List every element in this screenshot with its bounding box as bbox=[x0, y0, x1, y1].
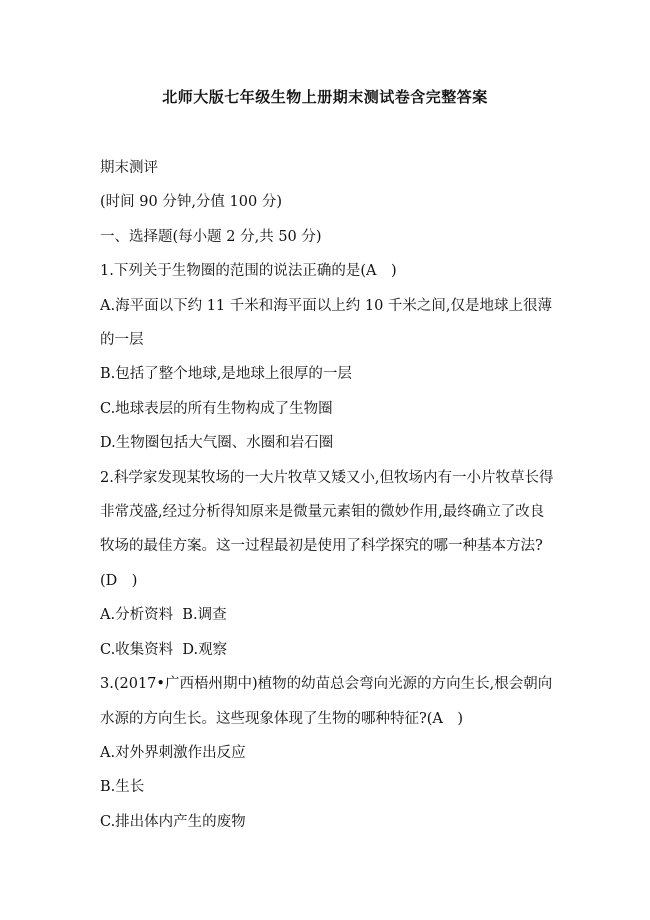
exam-info: (时间 90 分钟,分值 100 分) bbox=[100, 194, 282, 211]
question-option: B.生长 bbox=[100, 779, 145, 796]
question-option: C.排出体内产生的废物 bbox=[100, 813, 246, 830]
question-option: C.收集资料 D.观察 bbox=[100, 641, 228, 658]
question-2 bbox=[100, 461, 555, 667]
question-1 bbox=[100, 254, 555, 460]
question-option: C.地球表层的所有生物构成了生物圈 bbox=[100, 400, 333, 417]
document-body bbox=[100, 151, 555, 839]
document-title: 北师大版七年级生物上册期末测试卷含完整答案 bbox=[162, 88, 488, 106]
question-stem: 3.(2017•广西梧州期中)植物的幼苗总会弯向光源的方向生长,根会朝向水源的方向生长。这些现象体现了生物的哪种特征?(A ) bbox=[100, 676, 553, 727]
question-option: A.对外界刺激作出反应 bbox=[100, 744, 246, 761]
question-3 bbox=[100, 667, 555, 839]
question-option: A.分析资料 B.调查 bbox=[100, 607, 227, 624]
question-stem: 1.下列关于生物圈的范围的说法正确的是(A ) bbox=[100, 263, 397, 280]
section-heading: 期末测评 bbox=[100, 160, 158, 176]
question-option: B.包括了整个地球,是地球上很厚的一层 bbox=[100, 366, 352, 383]
question-stem: 2.科学家发现某牧场的一大片牧草又矮又小,但牧场内有一小片牧草长得非常茂盛,经过分析得知原来是微量元素钼的微妙作用,最终确立了改良牧场的最佳方案。这一过程最初是使用了科学探究的哪一种基本方法?(D ) bbox=[100, 469, 554, 589]
question-option: A.海平面以下约 11 千米和海平面以上约 10 千米之间,仅是地球上很薄的一层 bbox=[100, 297, 553, 349]
question-option: D.生物圈包括大气圈、水圈和岩石圈 bbox=[100, 435, 334, 452]
part-heading: 一、选择题(每小题 2 分,共 50 分) bbox=[100, 228, 322, 245]
